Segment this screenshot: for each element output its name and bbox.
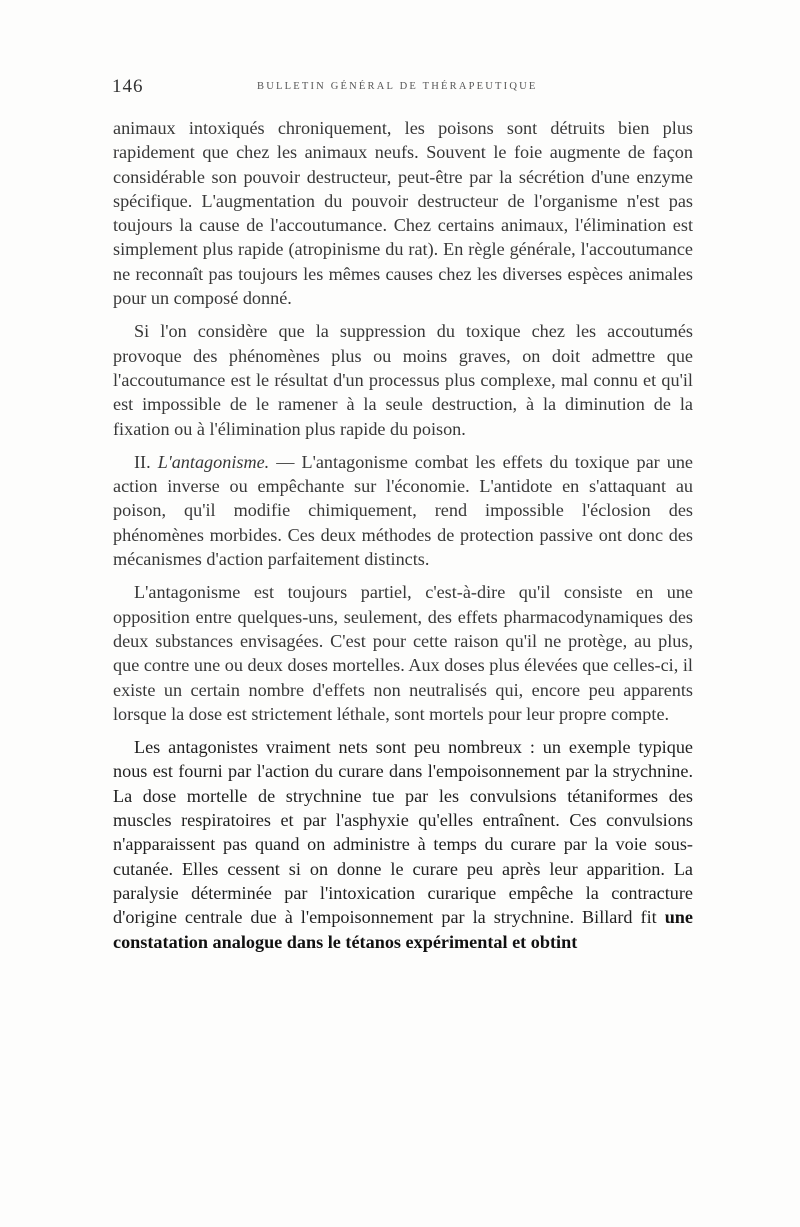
section-heading: L'antagonisme. bbox=[157, 451, 270, 472]
running-header bbox=[112, 76, 692, 100]
paragraph-text: Les antagonistes vraiment nets sont peu nombreux : un exemple typique nous est fourni par l'action du curare dans l'empoisonnement par la strychnine. La dose mortelle de strychnine tue par les convulsions tétaniformes des muscles respiratoires et par l'asphyxie qu'elles entraînent. Ces convulsions n'apparaissent pas quand on administre à temps du curare par la voie sous-cutanée. Elles cessent si on donne le curare peu après leur apparition. La paralysie déterminée par l'intoxication curarique empêche la contracture d'origine centrale due à l'empoisonnement par la strychnine. Billard fit bbox=[113, 737, 693, 928]
paragraph-curare-strychnine bbox=[113, 735, 693, 954]
running-title: BULLETIN GÉNÉRAL DE THÉRAPEUTIQUE bbox=[257, 81, 538, 92]
paragraph-last-line: une constatation analogue dans le tétanos expérimental et obtint bbox=[113, 907, 693, 952]
paragraph-antagonisme-partial: L'antagonisme est toujours partiel, c'est-à-dire qu'il consiste en une opposition entre quelques-uns, seulement, des effets pharmacodynamiques des deux substances envisagées. C'est pour cette raison qu'il ne protège, au plus, que contre une ou deux doses mortelles. Aux doses plus élevées que celles-ci, il existe un certain nombre d'effets non neutralisés qui, encore peu apparents lorsque la dose est strictement léthale, sont mortels pour leur propre compte. bbox=[113, 582, 693, 724]
section-number: II. bbox=[134, 451, 151, 472]
page-number: 146 bbox=[112, 76, 144, 97]
paragraph-accoutumance-causes: animaux intoxiqués chroniquement, les poisons sont détruits bien plus rapidement que chez les animaux neufs. Souvent le foie augmente de façon considérable son pouvoir destructeur, peut-être par la sécrétion d'une enzyme spécifique. L'augmentation du pouvoir destructeur de l'organisme n'est pas toujours la cause de l'accoutumance. Chez certains animaux, l'élimination est simplement plus rapide (atropinisme du rat). En règle générale, l'accoutumance ne reconnaît pas toujours les mêmes causes chez les diverses espèces animales pour un composé donné. bbox=[113, 118, 693, 309]
body-text bbox=[113, 116, 693, 954]
paragraph-text: — L'antagonisme combat les effets du toxique par une action inverse ou empêchante sur l'économie. L'antidote en s'attaquant au poison, qu'il modifie chimiquement, rend impossible l'éclosion des phénomènes morbides. Ces deux méthodes de protection passive ont donc des mécanismes d'action parfaitement distincts. bbox=[113, 451, 693, 570]
paragraph-antagonisme-definition bbox=[113, 450, 693, 571]
paragraph-accoutumance-complexity: Si l'on considère que la suppression du toxique chez les accoutumés provoque des phénomènes plus ou moins graves, on doit admettre que l'accoutumance est le résultat d'un processus plus complexe, mal connu et qu'il est impossible de le ramener à la seule destruction, à la diminution de la fixation ou à l'élimination plus rapide du poison. bbox=[113, 321, 693, 439]
